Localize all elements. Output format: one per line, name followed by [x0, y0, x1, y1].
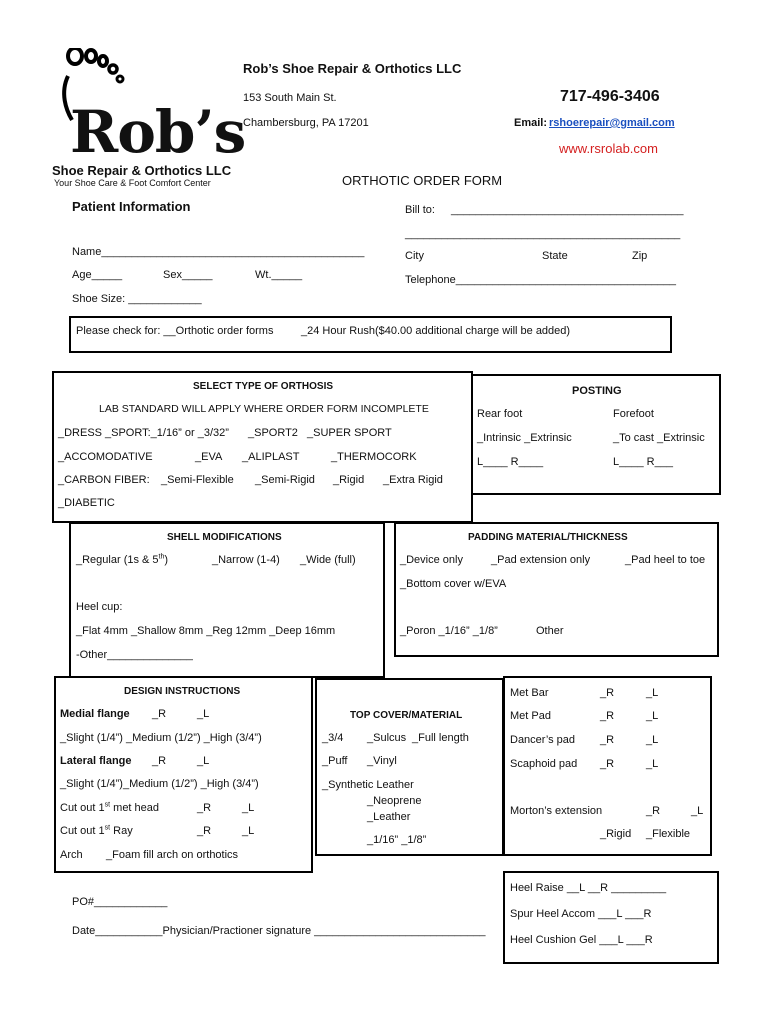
- lateral-options[interactable]: _Slight (1/4”)_Medium (1/2”) _High (3/4”): [60, 778, 259, 790]
- opt-aliplast[interactable]: _ALIPLAST: [242, 451, 300, 463]
- opt-carbon-fiber[interactable]: _CARBON FIBER:: [58, 474, 150, 486]
- lateral-flange-label: Lateral flange: [60, 755, 132, 767]
- website[interactable]: www.rsrolab.com: [559, 141, 658, 156]
- opt-eva[interactable]: _EVA: [195, 451, 223, 463]
- dancers-pad-label: Dancer’s pad: [510, 734, 576, 746]
- mortons-rigid[interactable]: _Rigid: [600, 828, 632, 840]
- patient-name-field[interactable]: Name___________________________________________: [72, 246, 365, 258]
- opt-dress[interactable]: _DRESS: [58, 427, 103, 439]
- telephone-field[interactable]: Telephone____________________________________: [405, 274, 677, 286]
- posting-box: [471, 374, 721, 495]
- cutout-met-head-label: [60, 802, 159, 815]
- orthosis-note: LAB STANDARD WILL APPLY WHERE ORDER FORM INCOMPLETE: [99, 403, 429, 415]
- patient-heading: Patient Information: [72, 199, 191, 214]
- tc-neoprene[interactable]: _Neoprene: [367, 795, 422, 807]
- opt-thermocork[interactable]: _THERMOCORK: [331, 451, 417, 463]
- cutout-met-l[interactable]: _L: [242, 802, 255, 814]
- date-signature-field[interactable]: Date___________Physician/Practioner signature ____________________________: [72, 925, 486, 937]
- met-pad-r[interactable]: _R: [600, 710, 615, 722]
- heel-box: [503, 871, 719, 964]
- bill-to-line2[interactable]: _____________________________________________: [405, 228, 681, 240]
- tc-leather[interactable]: _Leather: [367, 811, 411, 823]
- shoe-size-field[interactable]: Shoe Size: ____________: [72, 293, 202, 305]
- padding-box: [394, 522, 719, 657]
- opt-rigid[interactable]: _Rigid: [333, 474, 365, 486]
- logo-line1: Shoe Repair & Orthotics LLC: [52, 163, 232, 178]
- opt-semi-flexible[interactable]: _Semi-Flexible: [161, 474, 234, 486]
- logo-word: Rob’s: [70, 98, 246, 166]
- met-pad-l[interactable]: _L: [646, 710, 659, 722]
- heel-cup-options[interactable]: _Flat 4mm _Shallow 8mm _Reg 12mm _Deep 16mm: [76, 625, 336, 637]
- design-box: [54, 676, 313, 873]
- pad-extension-only[interactable]: _Pad extension only: [491, 554, 591, 566]
- design-title: DESIGN INSTRUCTIONS: [124, 686, 241, 697]
- tc-thickness[interactable]: _1/16” _1/8”: [367, 834, 427, 846]
- orthosis-title: SELECT TYPE OF ORTHOSIS: [193, 381, 334, 392]
- cutout-ray-sup: st: [104, 824, 111, 832]
- lateral-l[interactable]: _L: [197, 755, 210, 767]
- pad-bottom-cover[interactable]: _Bottom cover w/EVA: [400, 578, 507, 590]
- check-rush[interactable]: _24 Hour Rush($40.00 additional charge will be added): [301, 325, 571, 337]
- mortons-l[interactable]: _L: [691, 805, 704, 817]
- zip-label: Zip: [632, 250, 648, 262]
- heel-raise[interactable]: Heel Raise __L __R _________: [510, 882, 667, 894]
- met-bar-label: Met Bar: [510, 687, 549, 699]
- shell-wide[interactable]: _Wide (full): [300, 554, 356, 566]
- cutout-met-text: Cut out 1: [60, 802, 105, 814]
- company-phone: 717-496-3406: [560, 88, 660, 105]
- cutout-ray-label: [60, 825, 133, 838]
- opt-extra-rigid[interactable]: _Extra Rigid: [383, 474, 443, 486]
- po-number-field[interactable]: PO#____________: [72, 896, 168, 908]
- mortons-label: Morton’s extension: [510, 805, 603, 817]
- medial-r[interactable]: _R: [152, 708, 167, 720]
- cutout-met-sup: st: [104, 801, 111, 809]
- check-orthotic-forms[interactable]: Please check for: __Orthotic order forms: [76, 325, 274, 337]
- posting-title: POSTING: [572, 385, 622, 397]
- pad-device-only[interactable]: _Device only: [400, 554, 463, 566]
- bill-to-label: Bill to:: [405, 204, 435, 216]
- cutout-ray-end: Ray: [110, 825, 133, 837]
- arch-foam-fill[interactable]: _Foam fill arch on orthotics: [106, 849, 239, 861]
- patient-weight-field[interactable]: Wt._____: [255, 269, 303, 281]
- shell-title: SHELL MODIFICATIONS: [167, 532, 282, 543]
- padding-title: PADDING MATERIAL/THICKNESS: [468, 532, 628, 543]
- company-name: Rob’s Shoe Repair & Orthotics LLC: [243, 61, 462, 76]
- company-address2: Chambersburg, PA 17201: [243, 117, 369, 129]
- rear-foot-lr[interactable]: L____ R____: [477, 456, 544, 468]
- shell-box: [69, 522, 385, 678]
- extras-box: [503, 676, 712, 856]
- scaphoid-pad-l[interactable]: _L: [646, 758, 659, 770]
- email-label: Email:: [514, 117, 548, 129]
- forefoot-lr[interactable]: L____ R___: [613, 456, 673, 468]
- tc-full-length[interactable]: _Full length: [412, 732, 469, 744]
- topcover-box: [315, 678, 504, 856]
- opt-semi-rigid[interactable]: _Semi-Rigid: [255, 474, 315, 486]
- forefoot-label: Forefoot: [613, 408, 654, 420]
- bill-to-line1[interactable]: ______________________________________: [451, 204, 684, 216]
- medial-options[interactable]: _Slight (1/4”) _Medium (1/2”) _High (3/4”): [60, 732, 262, 744]
- heel-cushion-gel[interactable]: Heel Cushion Gel ___L ___R: [510, 934, 653, 946]
- shell-regular-sup: th: [158, 553, 165, 561]
- mortons-r[interactable]: _R: [646, 805, 661, 817]
- email-link[interactable]: rshoerepair@gmail.com: [549, 117, 675, 129]
- form-title: ORTHOTIC ORDER FORM: [342, 173, 503, 188]
- logo-line2: Your Shoe Care & Foot Comfort Center: [54, 178, 211, 188]
- patient-sex-field[interactable]: Sex_____: [163, 269, 213, 281]
- dancers-pad-l[interactable]: _L: [646, 734, 659, 746]
- shell-other[interactable]: -Other______________: [76, 649, 193, 661]
- opt-sport2[interactable]: _SPORT2: [248, 427, 298, 439]
- pad-poron[interactable]: _Poron _1/16” _1/8”: [400, 625, 498, 637]
- medial-flange-label: Medial flange: [60, 708, 130, 720]
- cutout-met-r[interactable]: _R: [197, 802, 212, 814]
- scaphoid-pad-r[interactable]: _R: [600, 758, 615, 770]
- opt-sport[interactable]: _SPORT:_1/16” or _3/32”: [105, 427, 229, 439]
- shell-narrow[interactable]: _Narrow (1-4): [212, 554, 280, 566]
- topcover-title: TOP COVER/MATERIAL: [350, 710, 463, 721]
- heel-cup-label: Heel cup:: [76, 601, 123, 613]
- opt-accomodative[interactable]: _ACCOMODATIVE: [58, 451, 153, 463]
- met-bar-r[interactable]: _R: [600, 687, 615, 699]
- tc-sulcus[interactable]: _Sulcus: [367, 732, 407, 744]
- pad-heel-to-toe[interactable]: _Pad heel to toe: [625, 554, 706, 566]
- patient-age-field[interactable]: Age_____: [72, 269, 123, 281]
- scaphoid-pad-label: Scaphoid pad: [510, 758, 578, 770]
- spur-heel-accom[interactable]: Spur Heel Accom ___L ___R: [510, 908, 652, 920]
- orthosis-box: [52, 371, 473, 523]
- met-bar-l[interactable]: _L: [646, 687, 659, 699]
- city-label: City: [405, 250, 424, 262]
- rear-foot-label: Rear foot: [477, 408, 523, 420]
- mortons-flexible[interactable]: _Flexible: [646, 828, 691, 840]
- company-address1: 153 South Main St.: [243, 92, 337, 104]
- shell-regular-end: ): [164, 554, 169, 566]
- opt-super-sport[interactable]: _SUPER SPORT: [307, 427, 392, 439]
- tc-synthetic-leather[interactable]: _Synthetic Leather: [322, 779, 414, 791]
- check-for-box: [69, 316, 672, 353]
- tc-puff[interactable]: _Puff: [322, 755, 348, 767]
- cutout-ray-text: Cut out 1: [60, 825, 105, 837]
- cutout-ray-l[interactable]: _L: [242, 825, 255, 837]
- shell-regular-text: _Regular (1s & 5: [76, 554, 159, 566]
- lateral-r[interactable]: _R: [152, 755, 167, 767]
- rear-foot-options[interactable]: _Intrinsic _Extrinsic: [477, 432, 572, 444]
- tc-vinyl[interactable]: _Vinyl: [367, 755, 397, 767]
- tc-three-quarter[interactable]: _3/4: [322, 732, 344, 744]
- pad-other[interactable]: Other: [536, 625, 564, 637]
- opt-diabetic[interactable]: _DIABETIC: [58, 497, 115, 509]
- dancers-pad-r[interactable]: _R: [600, 734, 615, 746]
- medial-l[interactable]: _L: [197, 708, 210, 720]
- met-pad-label: Met Pad: [510, 710, 551, 722]
- arch-label: Arch: [60, 849, 83, 861]
- shell-regular[interactable]: [76, 554, 168, 567]
- cutout-ray-r[interactable]: _R: [197, 825, 212, 837]
- cutout-met-end: met head: [110, 802, 160, 814]
- state-label: State: [542, 250, 568, 262]
- forefoot-options[interactable]: _To cast _Extrinsic: [613, 432, 705, 444]
